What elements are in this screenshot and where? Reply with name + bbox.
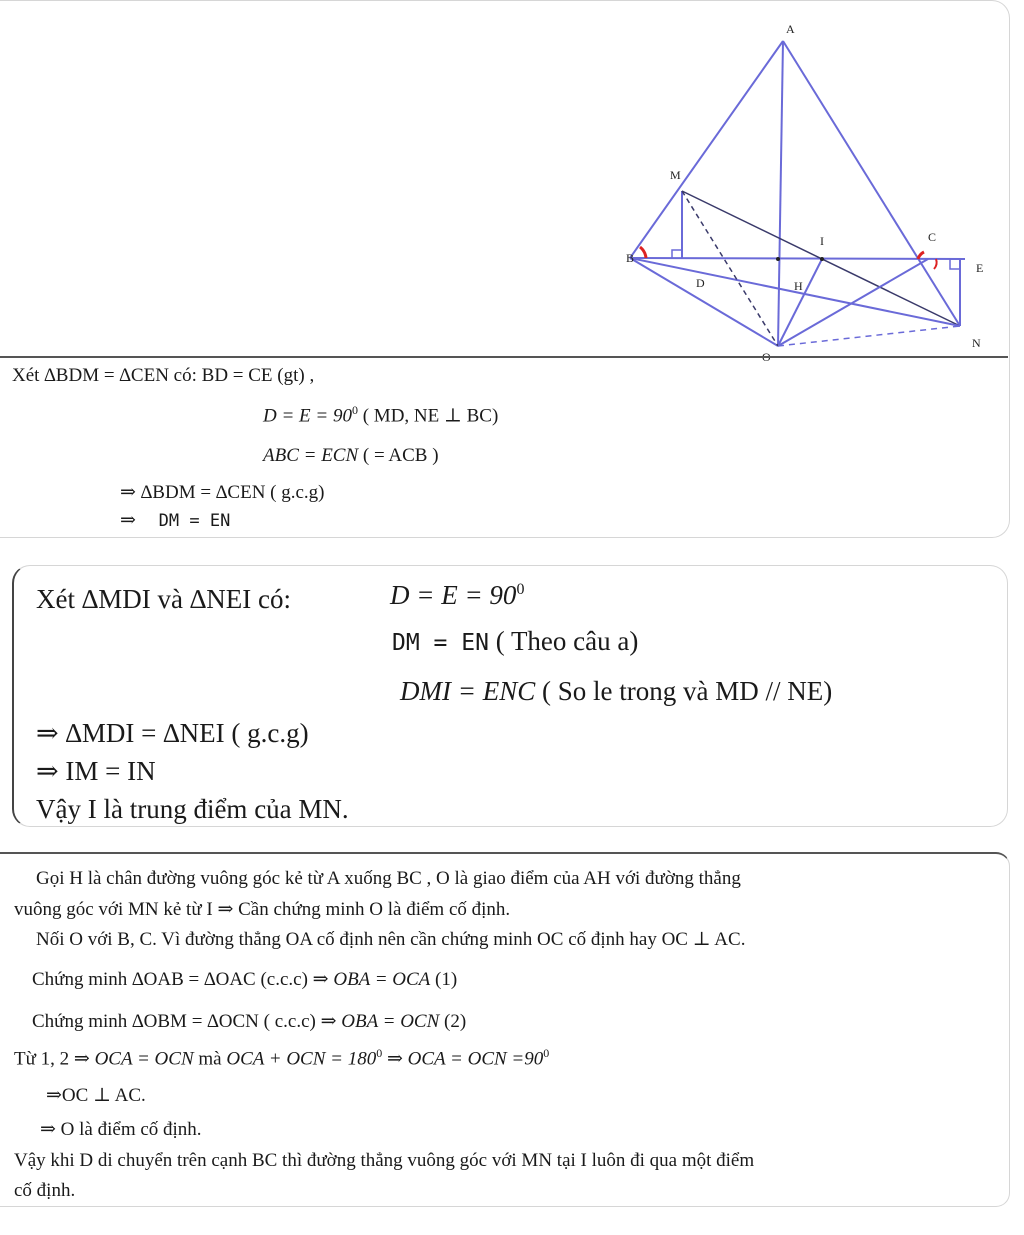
segment-be [630,258,965,259]
angle-equality: OCA = OCN [94,1048,194,1070]
conclusion: DM = EN [158,511,231,531]
connector: mà [193,1048,227,1070]
part1-line2 [263,403,498,427]
angle-equality: D = E = 90 [263,405,352,427]
note: (2) [439,1011,467,1032]
part2-line2 [392,626,638,657]
angle-equality: OBA = OCN [341,1011,440,1032]
point-h [776,257,780,261]
point-i [820,257,824,261]
segment-bo [630,258,778,346]
equal-sides: DM = EN [392,630,489,656]
implies-arrow: ⇒ [120,510,136,531]
prefix: Chứng minh ∆OAB = ∆OAC (c.c.c) ⇒ [32,969,334,990]
degree-sup: 0 [351,403,358,417]
label-m: M [670,168,681,182]
degree-sup: 0 [516,581,525,598]
part2-line5: ⇒ IM = IN [36,756,156,786]
label-e: E [976,261,984,275]
angle-equality: ABC = ECN [263,445,359,466]
angle-equality: D = E = 90 [390,580,517,610]
part3-line8: ⇒ O là điểm cố định. [40,1119,202,1140]
segment-on [778,326,960,346]
label-h: H [794,279,803,293]
part3-line1: Gọi H là chân đường vuông góc kẻ từ A xuống BC , O là giao điểm của AH với đường thẳng [36,868,741,889]
note: ( MD, NE ⊥ BC) [357,405,499,427]
prefix: Chứng minh ∆OBM = ∆OCN ( c.c.c) ⇒ [32,1011,342,1032]
divider-line [0,356,1008,358]
part3-line5 [32,1010,466,1033]
label-b: B [626,251,635,265]
part3-line4 [32,968,457,991]
part2-line6: Vậy I là trung điểm của MN. [36,794,349,824]
label-d: D [696,276,705,290]
part3-line6 [14,1046,549,1070]
label-n: N [972,336,981,350]
part2-line1-prefix: Xét ∆MDI và ∆NEI có: [36,584,291,614]
solution-card-part-b [12,565,1008,827]
segment-ab [630,41,783,258]
degree-sup: 0 [543,1046,550,1060]
geometry-figure [600,11,1000,361]
prefix: Từ 1, 2 ⇒ [14,1048,95,1070]
part3-line9: Vậy khi D di chuyển trên cạnh BC thì đường thẳng vuông góc với MN tại I luôn đi qua một điểm [14,1150,755,1171]
part3-line7: ⇒OC ⊥ AC. [46,1085,146,1106]
note: ( = ACB ) [358,445,439,466]
label-c: C [928,230,937,244]
angle-equality: OBA = OCA [333,969,431,990]
part2-line4: ⇒ ∆MDI = ∆NEI ( g.c.g) [36,718,309,748]
part2-line1-math [390,580,524,611]
note: ( Theo câu a) [488,626,639,656]
part1-line5 [120,509,230,532]
part1-line1: Xét ∆BDM = ∆CEN có: BD = CE (gt) , [12,365,315,386]
part3-line10: cố định. [14,1180,76,1201]
angle-result: ⇒ OCA = OCN =90 [382,1048,544,1070]
label-i: I [820,234,824,248]
solution-card-part-a [0,0,1010,538]
part1-line4: ⇒ ∆BDM = ∆CEN ( g.c.g) [120,482,325,503]
note: ( So le trong và MD // NE) [535,676,833,706]
part2-line3 [400,676,832,707]
angle-mark-c2 [934,259,937,269]
solution-card-part-c [0,852,1010,1207]
part1-line3 [263,445,439,467]
right-angle-e [950,259,960,269]
angle-equality: DMI = ENC [400,676,536,706]
note: (1) [430,969,458,990]
label-a: A [786,22,795,36]
part3-line2: vuông góc với MN kẻ từ I ⇒ Cần chứng minh O là điểm cố định. [14,899,511,920]
angle-mark-b [640,247,646,258]
angle-sum: OCA + OCN = 180 [226,1048,377,1070]
part3-line3: Nối O với B, C. Vì đường thẳng OA cố định nên cần chứng minh OC cố định hay OC ⊥ AC. [36,929,746,950]
right-angle-d [672,250,682,258]
degree-sup: 0 [376,1046,383,1060]
segment-ah [778,41,783,346]
